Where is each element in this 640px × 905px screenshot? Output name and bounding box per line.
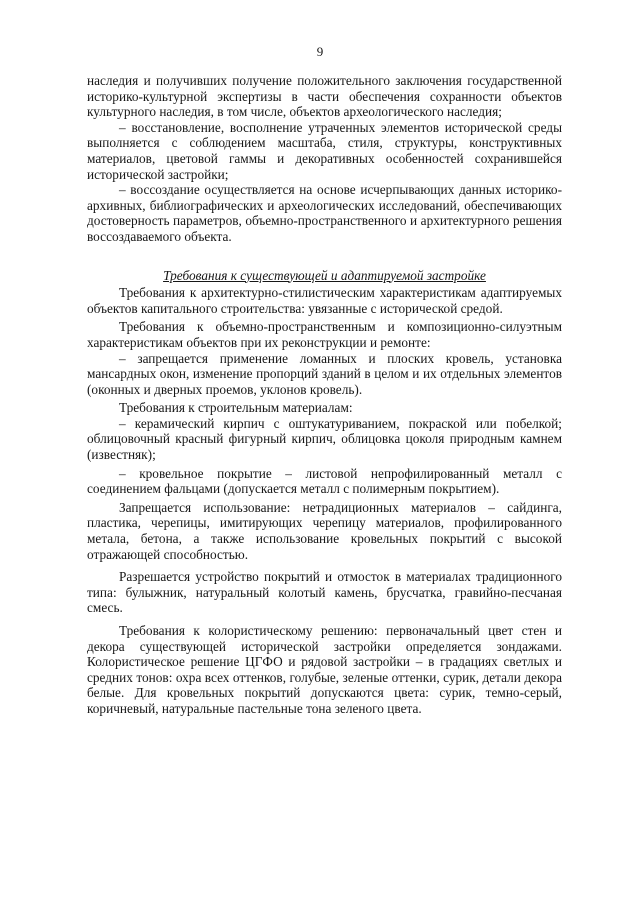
paragraph-materials-heading: Требования к строительным материалам: — [119, 400, 353, 416]
paragraph-architectural-style: Требования к архитектурно-стилистическим характеристикам адаптируемых объектов капитального строительства: увязанные с исторической средой. — [87, 285, 562, 316]
paragraph-restoration: – восстановление, восполнение утраченных элементов исторической среды выполняется с соблюдением масштаба, стиля, структуры, конструктивных материалов, цветовой гаммы и декоративных особенностей сохранившейся исторической застройки; — [87, 119, 562, 182]
paragraph-recreation: – воссоздание осуществляется на основе исчерпывающих данных историко-архивных, библиографических и археологических исследований, обеспечивающих достоверность параметров, объемно-пространственного и архитектурного решения воссоздаваемого объекта. — [87, 182, 562, 244]
paragraph-roof-restrictions: – запрещается применение ломанных и плоских кровель, установка мансардных окон, изменение пропорций зданий в целом и их отдельных элементов (оконных и дверных проемов, уклонов кровель). — [87, 350, 562, 397]
document-body — [87, 73, 562, 717]
paragraph-brick-materials: – керамический кирпич с оштукатуриванием, покраской или побелкой; облицовочный красный фигурный кирпич, облицовка цоколя природным камнем (известняк); — [87, 415, 562, 463]
page-number: 9 — [316, 44, 324, 59]
paragraph-prohibited-materials: Запрещается использование: нетрадиционных материалов – сайдинга, пластика, черепицы, имитирующих черепицу материалов, профилированного метала, бетона, а также использование кровельных покрытий с высокой отражающей способностью. — [87, 499, 562, 562]
paragraph-volumetric-requirements: Требования к объемно-пространственным и композиционно-силуэтным характеристикам объектов при их реконструкции и ремонте: — [87, 319, 562, 350]
section-heading: Требования к существующей и адаптируемой застройке — [163, 267, 486, 283]
paragraph-permitted-paving: Разрешается устройство покрытий и отмосток в материалах традиционного типа: булыжник, натуральный колотый камень, брусчатка, гравийно-песчаная смесь. — [87, 569, 562, 616]
paragraph-heritage-continuation: наследия и получивших получение положительного заключения государственной историко-культурной экспертизы в части обеспечения сохранности объектов культурного наследия, в том числе, объектов археологического наследия; — [87, 73, 562, 120]
paragraph-color-requirements: Требования к колористическому решению: первоначальный цвет стен и декора существующей исторической застройки определяется зондажами. Колористическое решение ЦГФО и рядовой застройки – в градациях светлых и средних тонов: охра всех оттенков, голубые, зеленые оттенки, сурик, детали декора белые. Для кровельных покрытий допускаются цвета: сурик, темно-серый, коричневый, натуральные пастельные тона зеленого цвета. — [87, 623, 562, 716]
paragraph-roofing-metal: – кровельное покрытие – листовой непрофилированный металл с соединением фальцами (допускается металл с полимерным покрытием). — [87, 465, 562, 497]
